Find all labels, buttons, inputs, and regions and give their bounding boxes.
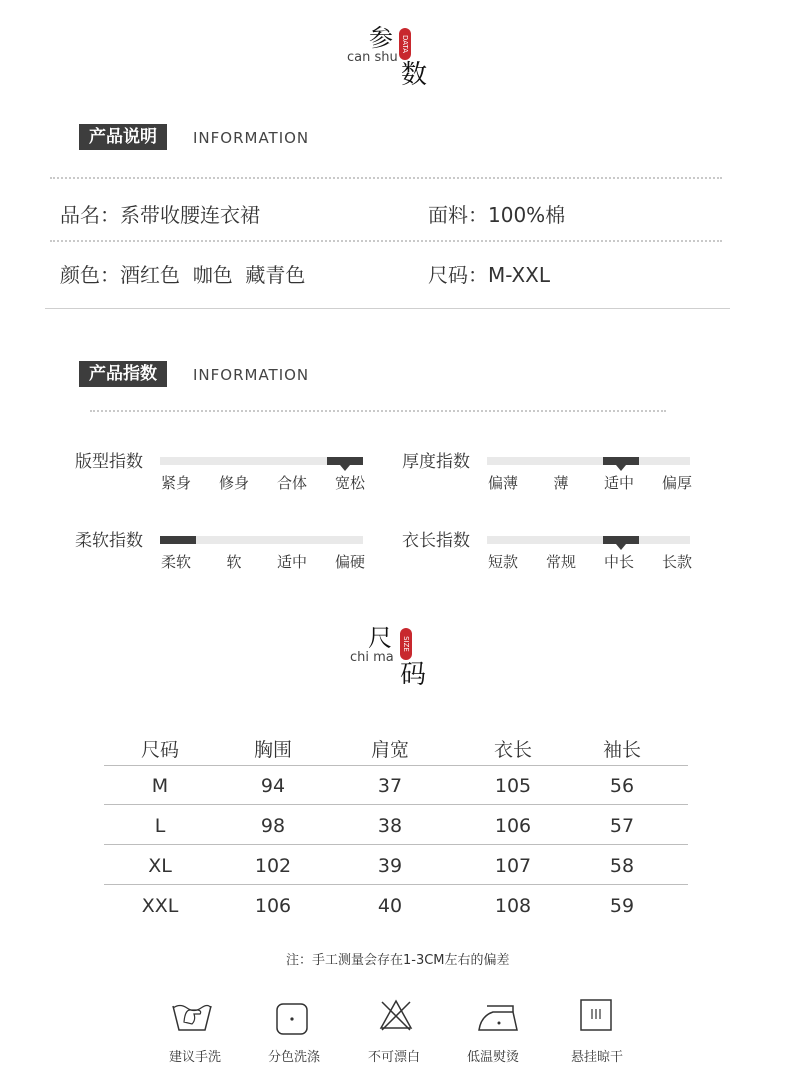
table-rule bbox=[104, 884, 688, 885]
table-cell: L bbox=[154, 815, 166, 837]
table-cell: 57 bbox=[609, 815, 635, 837]
table-cell: 102 bbox=[254, 855, 292, 877]
params-heading-logo bbox=[345, 18, 435, 90]
table-cell: 107 bbox=[494, 855, 532, 877]
size-heading-logo bbox=[346, 618, 436, 690]
index-section-label-en: INFORMATION bbox=[193, 366, 310, 384]
table-rule bbox=[104, 844, 688, 845]
section-divider bbox=[45, 308, 730, 309]
table-header-cell: 袖长 bbox=[602, 739, 641, 761]
index-title: 柔软指数 bbox=[75, 531, 143, 551]
care-label: 不可漂白 bbox=[367, 1050, 420, 1065]
index-marker bbox=[160, 536, 196, 544]
index-title: 厚度指数 bbox=[402, 452, 470, 472]
table-cell: 38 bbox=[377, 815, 403, 837]
heading-char-1: 参 bbox=[369, 24, 393, 52]
table-header-cell: 肩宽 bbox=[370, 739, 409, 761]
index-option: 偏厚 bbox=[661, 474, 692, 492]
no-bleach-icon bbox=[378, 998, 414, 1032]
index-option: 合体 bbox=[276, 474, 307, 492]
index-option: 紧身 bbox=[160, 474, 191, 492]
product-size-range: 尺码：M-XXL bbox=[428, 263, 551, 287]
heading-pinyin: can shu bbox=[347, 50, 398, 65]
product-colors: 颜色：酒红色 咖色 藏青色 bbox=[60, 263, 306, 287]
desc-section-label-en: INFORMATION bbox=[193, 129, 310, 147]
table-cell: 106 bbox=[254, 895, 292, 917]
index-option: 中长 bbox=[603, 553, 634, 571]
index-option: 偏薄 bbox=[487, 474, 518, 492]
table-cell: 106 bbox=[494, 815, 532, 837]
index-track bbox=[487, 536, 690, 544]
table-cell: XL bbox=[148, 855, 172, 877]
table-header-cell: 胸围 bbox=[253, 739, 292, 761]
index-option: 偏硬 bbox=[334, 553, 365, 571]
table-cell: 94 bbox=[260, 775, 286, 797]
index-option: 短款 bbox=[487, 553, 518, 571]
desc-section-label: 产品说明 bbox=[79, 124, 167, 150]
index-marker bbox=[603, 457, 639, 465]
heading-char-2: 数 bbox=[401, 60, 428, 90]
index-marker bbox=[327, 457, 363, 465]
index-track bbox=[487, 457, 690, 465]
index-option: 柔软 bbox=[160, 553, 191, 571]
hang-dry-icon bbox=[579, 998, 613, 1032]
index-marker bbox=[603, 536, 639, 544]
divider bbox=[50, 240, 722, 242]
product-name: 品名：系带收腰连衣裙 bbox=[60, 203, 260, 227]
index-option: 软 bbox=[226, 553, 242, 571]
hand-wash-icon bbox=[170, 996, 214, 1036]
heading-seal: SIZE bbox=[400, 628, 412, 660]
care-label: 建议手洗 bbox=[168, 1050, 221, 1065]
table-cell: 39 bbox=[377, 855, 403, 877]
table-cell: 40 bbox=[377, 895, 403, 917]
table-cell: 108 bbox=[494, 895, 532, 917]
index-option: 修身 bbox=[218, 474, 249, 492]
index-option: 宽松 bbox=[334, 474, 365, 492]
table-cell: M bbox=[151, 775, 169, 797]
table-cell: 58 bbox=[609, 855, 635, 877]
table-cell: 56 bbox=[609, 775, 635, 797]
index-option: 长款 bbox=[661, 553, 692, 571]
index-title: 衣长指数 bbox=[402, 531, 470, 551]
table-header-cell: 尺码 bbox=[140, 739, 179, 761]
care-label: 分色洗涤 bbox=[267, 1050, 320, 1065]
separate-wash-icon bbox=[275, 1002, 309, 1036]
table-header-cell: 衣长 bbox=[493, 739, 532, 761]
table-rule bbox=[104, 804, 688, 805]
care-label: 悬挂晾干 bbox=[570, 1050, 623, 1065]
heading-char-2: 码 bbox=[400, 660, 427, 690]
index-option: 常规 bbox=[545, 553, 576, 571]
index-option: 薄 bbox=[553, 474, 569, 492]
heading-char-1: 尺 bbox=[368, 624, 392, 652]
heading-pinyin: chi ma bbox=[350, 650, 394, 665]
table-cell: XXL bbox=[141, 895, 179, 917]
table-cell: 59 bbox=[609, 895, 635, 917]
index-section-label: 产品指数 bbox=[79, 361, 167, 387]
table-cell: 37 bbox=[377, 775, 403, 797]
index-option: 适中 bbox=[276, 553, 307, 571]
index-title: 版型指数 bbox=[75, 452, 143, 472]
divider bbox=[50, 177, 722, 179]
product-fabric: 面料：100%棉 bbox=[428, 203, 566, 227]
low-iron-icon bbox=[473, 1000, 523, 1034]
heading-seal: DATA bbox=[399, 28, 411, 60]
divider bbox=[90, 410, 666, 412]
measurement-note: 注：手工测量会存在1-3CM左右的偏差 bbox=[286, 953, 510, 968]
table-cell: 98 bbox=[260, 815, 286, 837]
index-option: 适中 bbox=[603, 474, 634, 492]
table-rule bbox=[104, 765, 688, 766]
table-cell: 105 bbox=[494, 775, 532, 797]
care-label: 低温熨烫 bbox=[466, 1050, 519, 1065]
